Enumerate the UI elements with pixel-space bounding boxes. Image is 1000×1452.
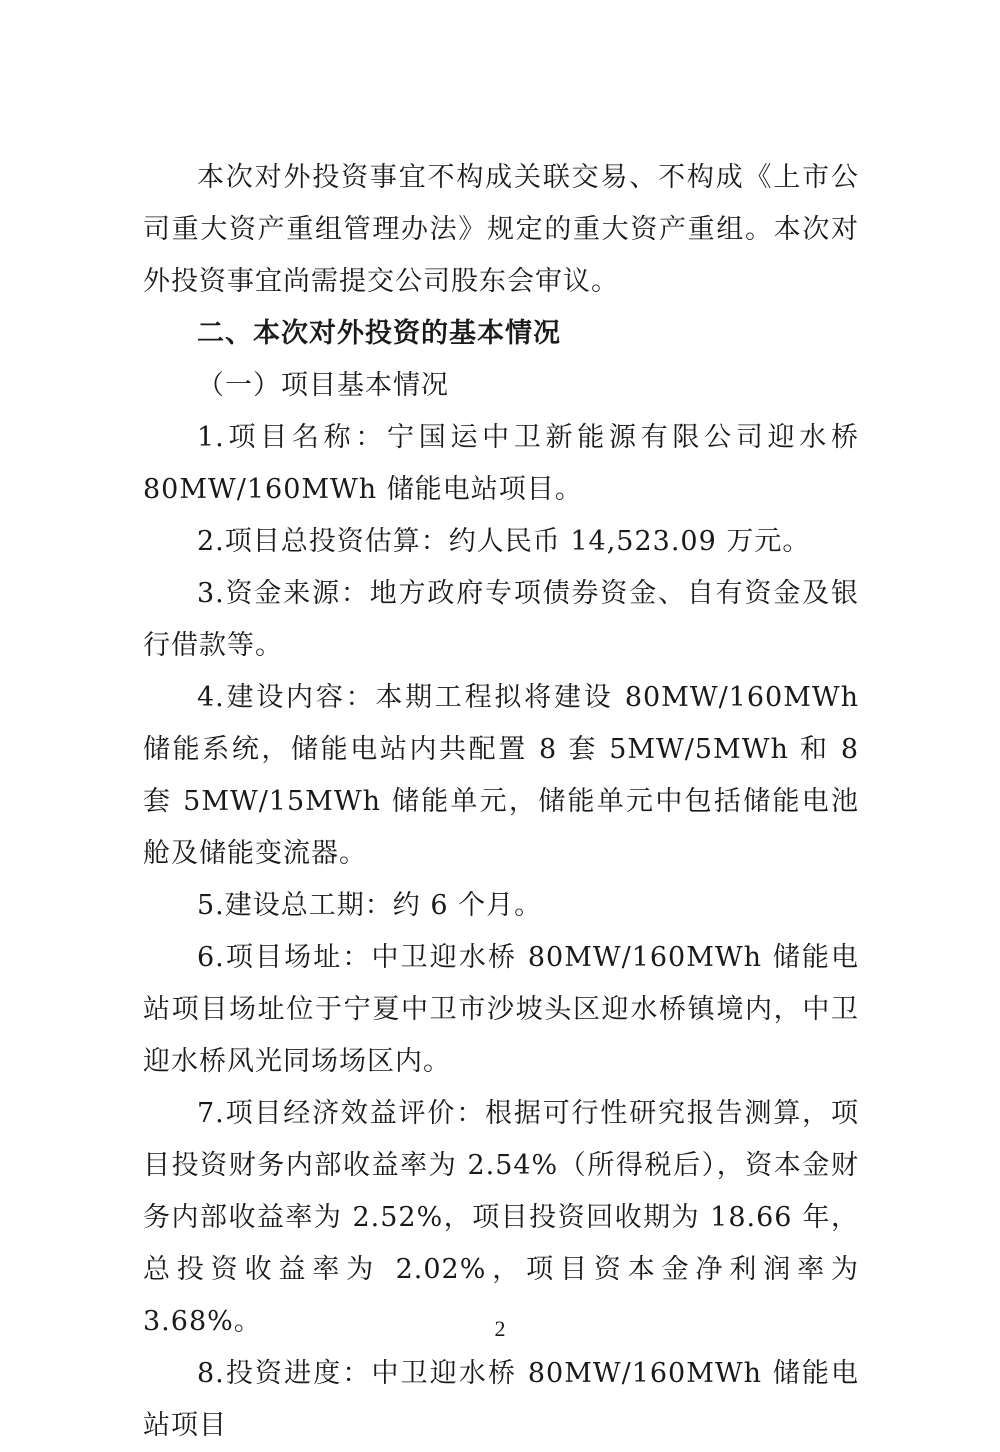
paragraph-intro: 本次对外投资事宜不构成关联交易、不构成《上市公司重大资产重组管理办法》规定的重大资产重组。本次对外投资事宜尚需提交公司股东会审议。 (143, 162, 859, 297)
subsection-heading-project-info: （一）项目基本情况 (197, 370, 449, 401)
section-heading-basic-info: 二、本次对外投资的基本情况 (197, 318, 561, 349)
paragraph-construction-content: 4.建设内容：本期工程拟将建设 80MW/160MWh 储能系统，储能电站内共配置 8 套 5MW/5MWh 和 8 套 5MW/15MWh 储能单元，储能单元中包括储能电池舱及储能变流器。 (143, 682, 859, 869)
paragraph-total-investment: 2.项目总投资估算：约人民币 14,523.09 万元。 (197, 526, 811, 557)
paragraph-economic-evaluation: 7.项目经济效益评价：根据可行性研究报告测算，项目投资财务内部收益率为 2.54%（所得税后），资本金财务内部收益率为 2.52%，项目投资回收期为 18.66 年，总投资收益率为 2.02%，项目资本金净利润率为 3.68%。 (143, 1098, 859, 1337)
paragraph-investment-progress: 8.投资进度：中卫迎水桥 80MW/160MWh 储能电站项目 (143, 1358, 859, 1441)
paragraph-project-name: 1.项目名称：宁国运中卫新能源有限公司迎水桥80MW/160MWh 储能电站项目。 (143, 422, 859, 505)
paragraph-funding-source: 3.资金来源：地方政府专项债券资金、自有资金及银行借款等。 (143, 578, 859, 661)
page-body (143, 152, 859, 1452)
paragraph-project-site: 6.项目场址：中卫迎水桥 80MW/160MWh 储能电站项目场址位于宁夏中卫市沙坡头区迎水桥镇境内，中卫迎水桥风光同场场区内。 (143, 942, 859, 1077)
paragraph-construction-period: 5.建设总工期：约 6 个月。 (197, 890, 543, 921)
page-number: 2 (494, 1316, 506, 1341)
